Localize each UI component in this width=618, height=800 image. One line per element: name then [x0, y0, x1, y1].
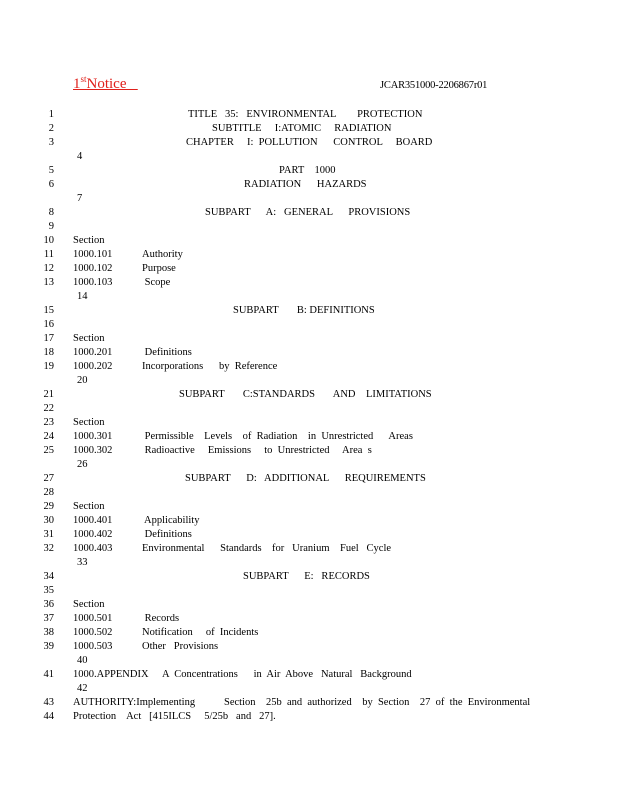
section-code: 1000.301	[73, 431, 113, 442]
section-code: 1000.401	[73, 515, 113, 526]
line-number: 27	[43, 473, 54, 484]
line-number: 41	[43, 669, 54, 680]
line-29	[0, 500, 618, 514]
line-11	[0, 248, 618, 262]
line-40	[0, 654, 618, 668]
first-notice-heading	[73, 74, 138, 93]
subpart-c-heading: SUBPART C:STANDARDS AND LIMITATIONS	[179, 389, 432, 400]
section-title: Records	[142, 613, 180, 624]
line-39	[0, 640, 618, 654]
section-code: 1000.402	[73, 529, 113, 540]
line-number: 32	[43, 543, 54, 554]
section-code: 1000.202	[73, 361, 113, 372]
line-6	[0, 178, 618, 192]
line-number: 1	[48, 109, 54, 120]
section-code: 1000.503	[73, 641, 113, 652]
section-title: Definitions	[142, 347, 192, 358]
line-18	[0, 346, 618, 360]
section-code: 1000.502	[73, 627, 113, 638]
line-number: 24	[43, 431, 54, 442]
line-5	[0, 164, 618, 178]
line-27	[0, 472, 618, 486]
authority-citation: Protection Act [415ILCS 5/25b and 27].	[73, 711, 276, 722]
line-number: 29	[43, 501, 54, 512]
section-title: Definitions	[142, 529, 192, 540]
part-name: RADIATION HAZARDS	[244, 179, 367, 190]
line-28	[0, 486, 618, 500]
line-36	[0, 598, 618, 612]
line-number: 44	[43, 711, 54, 722]
line-number: 23	[43, 417, 54, 428]
line-2	[0, 122, 618, 136]
section-code: 1000.103	[73, 277, 113, 288]
line-number: 19	[43, 361, 54, 372]
line-43	[0, 696, 618, 710]
section-title: A Concentrations in Air Above Natural Background	[162, 669, 412, 680]
section-code: 1000.101	[73, 249, 113, 260]
line-number: 16	[43, 319, 54, 330]
stray-line-number: 4	[77, 151, 83, 162]
line-number: 18	[43, 347, 54, 358]
subpart-a-heading: SUBPART A: GENERAL PROVISIONS	[205, 207, 411, 218]
section-label: Section	[73, 333, 105, 344]
line-19	[0, 360, 618, 374]
line-14	[0, 290, 618, 304]
stray-line-number: 20	[77, 375, 88, 386]
line-number: 35	[43, 585, 54, 596]
line-20	[0, 374, 618, 388]
line-16	[0, 318, 618, 332]
line-number: 10	[43, 235, 54, 246]
line-number: 17	[43, 333, 54, 344]
line-number: 31	[43, 529, 54, 540]
line-41	[0, 668, 618, 682]
line-number: 30	[43, 515, 54, 526]
line-37	[0, 612, 618, 626]
line-33	[0, 556, 618, 570]
line-number: 43	[43, 697, 54, 708]
line-number: 25	[43, 445, 54, 456]
section-title: Authority	[142, 249, 183, 260]
authority-note: AUTHORITY:Implementing Section 25b and authorized by Section 27 of the Environmental	[73, 697, 531, 708]
line-number: 5	[48, 165, 54, 176]
section-title: Purpose	[142, 263, 176, 274]
line-number: 28	[43, 487, 54, 498]
line-number: 8	[48, 207, 54, 218]
line-17	[0, 332, 618, 346]
line-9	[0, 220, 618, 234]
line-number: 13	[43, 277, 54, 288]
line-number: 12	[43, 263, 54, 274]
line-35	[0, 584, 618, 598]
stray-line-number: 42	[77, 683, 88, 694]
stray-line-number: 7	[77, 193, 83, 204]
line-15	[0, 304, 618, 318]
line-30	[0, 514, 618, 528]
line-10	[0, 234, 618, 248]
notice-prefix: 1	[73, 76, 81, 92]
line-25	[0, 444, 618, 458]
stray-line-number: 14	[77, 291, 88, 302]
line-number: 15	[43, 305, 54, 316]
section-title: Radioactive Emissions to Unrestricted Area s	[142, 445, 372, 456]
title-heading: TITLE 35: ENVIRONMENTAL PROTECTION	[188, 109, 423, 120]
line-44	[0, 710, 618, 724]
line-7	[0, 192, 618, 206]
section-title: Scope	[142, 277, 171, 288]
line-number: 38	[43, 627, 54, 638]
line-31	[0, 528, 618, 542]
subpart-b-heading: SUBPART B: DEFINITIONS	[233, 305, 375, 316]
line-3	[0, 136, 618, 150]
line-13	[0, 276, 618, 290]
section-code: 1000.501	[73, 613, 113, 624]
line-number: 39	[43, 641, 54, 652]
document-id: JCAR351000-2206867r01	[380, 80, 488, 91]
section-code: 1000.403	[73, 543, 113, 554]
line-number: 21	[43, 389, 54, 400]
section-title: Other Provisions	[142, 641, 219, 652]
line-number: 9	[48, 221, 54, 232]
line-number: 6	[48, 179, 54, 190]
line-number: 36	[43, 599, 54, 610]
line-38	[0, 626, 618, 640]
line-number: 22	[43, 403, 54, 414]
line-24	[0, 430, 618, 444]
section-title: Applicability	[142, 515, 200, 526]
subpart-d-heading: SUBPART D: ADDITIONAL REQUIREMENTS	[185, 473, 426, 484]
section-label: Section	[73, 599, 105, 610]
line-number: 37	[43, 613, 54, 624]
section-code: 1000.302	[73, 445, 113, 456]
stray-line-number: 33	[77, 557, 88, 568]
section-code: 1000.201	[73, 347, 113, 358]
chapter-heading: CHAPTER I: POLLUTION CONTROL BOARD	[186, 137, 433, 148]
line-1	[0, 108, 618, 122]
line-number: 3	[48, 137, 54, 148]
section-code: 1000.APPENDIX	[73, 669, 149, 680]
part-heading: PART 1000	[279, 165, 336, 176]
section-title: Environmental Standards for Uranium Fuel Cycle	[142, 543, 392, 554]
line-number: 34	[43, 571, 54, 582]
line-34	[0, 570, 618, 584]
stray-line-number: 26	[77, 459, 88, 470]
stray-line-number: 40	[77, 655, 88, 666]
section-title: Notification of Incidents	[142, 627, 259, 638]
subpart-e-heading: SUBPART E: RECORDS	[243, 571, 370, 582]
line-42	[0, 682, 618, 696]
line-number: 11	[43, 249, 54, 260]
line-26	[0, 458, 618, 472]
line-22	[0, 402, 618, 416]
section-title: Permissible Levels of Radiation in Unrestricted Areas	[142, 431, 413, 442]
line-8	[0, 206, 618, 220]
line-4	[0, 150, 618, 164]
line-12	[0, 262, 618, 276]
section-title: Incorporations by Reference	[142, 361, 278, 372]
line-23	[0, 416, 618, 430]
notice-word: Notice	[86, 76, 127, 92]
line-number: 2	[48, 123, 54, 134]
section-label: Section	[73, 417, 105, 428]
notice-superscript: st	[80, 74, 87, 84]
section-label: Section	[73, 501, 105, 512]
section-code: 1000.102	[73, 263, 113, 274]
section-label: Section	[73, 235, 105, 246]
line-21	[0, 388, 618, 402]
line-32	[0, 542, 618, 556]
subtitle-heading: SUBTITLE I:ATOMIC RADIATION	[212, 123, 392, 134]
